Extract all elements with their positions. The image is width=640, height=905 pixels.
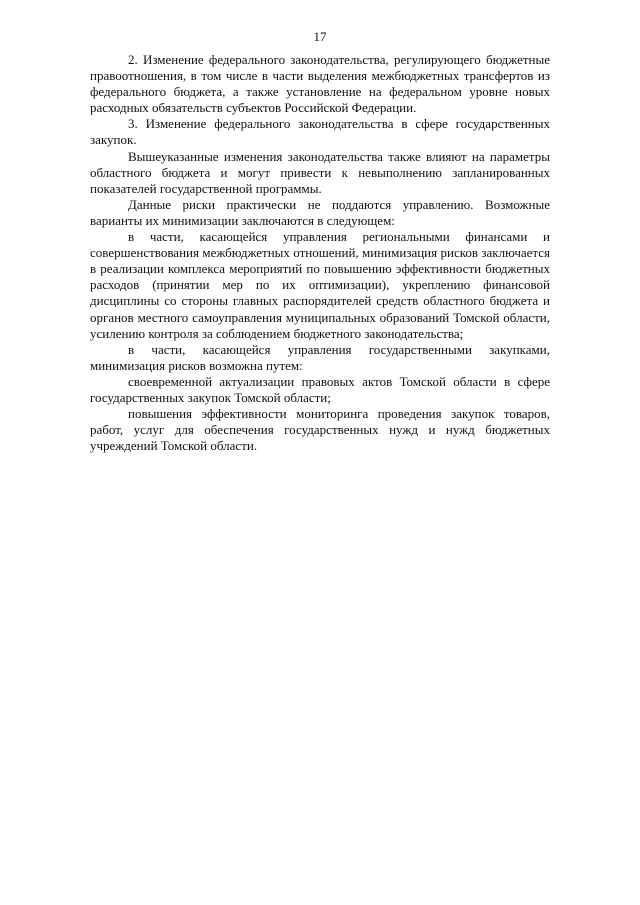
document-body (90, 52, 550, 454)
paragraph-impact-on-budget: Вышеуказанные изменения законодательства также влияют на параметры областного бюджета и могут привести к невыполнению запланированных показателей государственной программы. (90, 148, 550, 196)
paragraph-procurement-measures-intro: в части, касающейся управления государственными закупками, минимизация рисков возможна путем: (90, 341, 550, 373)
paragraph-federal-budget-law-change: 2. Изменение федерального законодательства, регулирующего бюджетные правоотношения, в том числе в части выделения межбюджетных трансфертов из федерального бюджета, а также установление на федеральном уровне новых расходных обязательств субъектов Российской Федерации. (90, 52, 550, 116)
paragraph-legal-acts-update: своевременной актуализации правовых актов Томской области в сфере государственных закупок Томской области; (90, 373, 550, 405)
paragraph-procurement-monitoring: повышения эффективности мониторинга проведения закупок товаров, работ, услуг для обеспечения государственных нужд и нужд бюджетных учреждений Томской области. (90, 406, 550, 454)
paragraph-regional-finance-measures: в части, касающейся управления региональными финансами и совершенствования межбюджетных отношений, минимизация рисков заключается в реализации комплекса мероприятий по повышению эффективности бюджетных расходов (принятии мер по их оптимизации), укреплению финансовой дисциплины со стороны главных распорядителей средств областного бюджета и органов местного самоуправления муниципальных образований Томской области, усилению контроля за соблюдением бюджетного законодательства; (90, 229, 550, 341)
paragraph-risk-management-intro: Данные риски практически не поддаются управлению. Возможные варианты их минимизации заключаются в следующем: (90, 196, 550, 228)
page-number: 17 (313, 29, 327, 44)
paragraph-federal-procurement-law-change: 3. Изменение федерального законодательства в сфере государственных закупок. (90, 116, 550, 148)
